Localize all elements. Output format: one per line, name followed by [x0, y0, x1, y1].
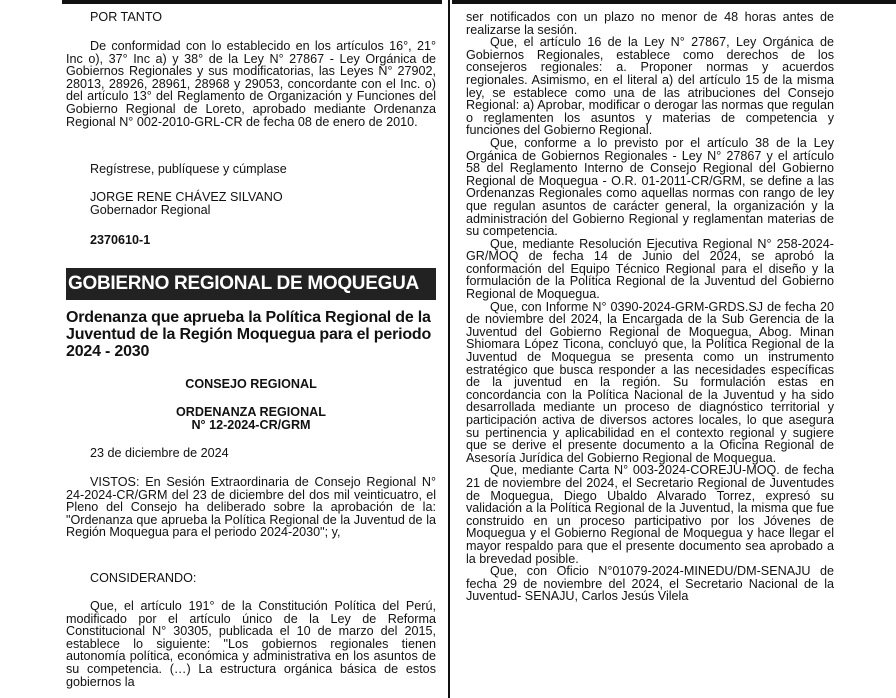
- consejo-regional-heading: CONSEJO REGIONAL: [185, 377, 317, 391]
- por-tanto-heading: POR TANTO: [90, 10, 163, 24]
- column-divider: [448, 0, 450, 698]
- conformidad-paragraph: De conformidad con lo establecido en los artículos 16°, 21° Inc o), 37° Inc a) y 38° de la Ley N° 27867 - Ley Orgánica de Gobiernos Regionales y sus modificatorias, las Leyes N° 27902, 28013, 28926, 28961, 28968 y 29053, concordante con el Inc. o) del artículo 13° del Reglamento de Organización y Funciones del Gobierno Regional de Loreto, aprobado mediante Ordenanza Regional N° 002-2010-GRL-CR de fecha 08 de enero de 2010.: [66, 39, 436, 129]
- ordinance-headline: Ordenanza que aprueba la Política Regional de la Juventud de la Región Moquegua para el periodo 2024 - 2030: [66, 309, 432, 360]
- right-paragraph-1: ser notificados con un plazo no menor de 48 horas antes de realizarse la sesión.: [466, 10, 834, 37]
- considerando-heading: CONSIDERANDO:: [90, 571, 197, 585]
- right-paragraph-4: Que, mediante Resolución Ejecutiva Regional N° 258-2024-GR/MOQ de fecha 14 de Junio del 2024, se aprobó la conformación del Equipo Técnico Regional para el diseño y la formulación de la Política Regional de la Juventud del Gobierno Regional de Moquegua.: [466, 236, 834, 302]
- signer-title: Gobernador Regional: [90, 203, 211, 217]
- top-rule-left: [62, 0, 442, 4]
- ordinance-date: 23 de diciembre de 2024: [90, 446, 229, 460]
- vistos-paragraph: VISTOS: En Sesión Extraordinaria de Consejo Regional N° 24-2024-CR/GRM del 23 de diciembre del dos mil veinticuatro, el Pleno del Consejo ha deliberado sobre la aprobación de la: "Ordenanza que aprueba la Política Regional de la Juventud de la Región Moquegua para el periodo 2024-2030"; y,: [66, 475, 436, 540]
- right-paragraph-7: Que, con Oficio N°01079-2024-MINEDU/DM-SENAJU de fecha 29 de noviembre del 2024, el Secretario Nacional de la Juventud- SENAJU, Carlos Jesús Vilela: [466, 564, 834, 604]
- section-banner: GOBIERNO REGIONAL DE MOQUEGUA: [66, 268, 436, 300]
- que-191-paragraph: Que, el artículo 191° de la Constitución Política del Perú, modificado por el artículo único de la Ley de Reforma Constitucional N° 30305, publicada el 10 de marzo del 2015, establece lo siguiente: "Los gobiernos regionales tienen autonomía política, económica y administrativa en los asuntos de su competencia. (…) La estructura orgánica básica de estos gobiernos la: [66, 599, 436, 689]
- right-column: [466, 0, 834, 603]
- document-code: 2370610-1: [90, 233, 151, 247]
- signer-name: JORGE RENE CHÁVEZ SILVANO: [90, 190, 283, 204]
- registrese-line: Regístrese, publíquese y cúmplase: [90, 162, 287, 176]
- right-paragraph-6: Que, mediante Carta N° 003-2024-COREJU-MOQ. de fecha 21 de noviembre del 2024, el Secretario Regional de Juventudes de Moquegua, Diego Ubaldo Alvarado Torrez, expresó su validación a la Política Regional de la Juventud, la misma que fue construido en un proceso participativo por los Jóvenes de Moquegua y el Gobierno Regional de Moquegua y hace llegar el mayor respaldo para que el presente documento sea aprobado a la brevedad posible.: [466, 463, 834, 566]
- right-paragraph-3: Que, conforme a lo previsto por el artículo 38 de la Ley Orgánica de Gobiernos Regionales - Ley N° 27867 y el artículo 58 del Reglamento Interno de Consejo Regional del Gobierno Regional de Moquegua - O.R. 01-2011-CR/GRM, se define a las Ordenanzas Regionales como aquellas normas con rango de ley que regulan asuntos de carácter general, la organización y la administración del Gobierno Regional y reglamentan materias de su competencia.: [466, 135, 834, 239]
- ordenanza-regional-heading: ORDENANZA REGIONAL: [176, 405, 326, 419]
- right-paragraph-5: Que, con Informe N° 0390-2024-GRM-GRDS.SJ de fecha 20 de noviembre del 2024, la Encargada de la Sub Gerencia de la Juventud del Gobierno Regional de Moquegua, Abog. Minan Shiomara López Ticona, concluyó que, la Política Regional de la Juventud de Moquegua se presenta como un instrumento estratégico que busca responder a las necesidades específicas de la juventud en la región. Su formulación estas en concordancia con la Política Nacional de la Juventud y ha sido desarrollada mediante un proceso de diagnóstico territorial y participación activa de diversos actores locales, lo que asegura su pertinencia y aplicabilidad en el contexto regional y sugiere que se derive el presente documento a la Oficina Regional de Asesoría Jurídica del Gobierno Regional de Moquegua.: [466, 299, 834, 465]
- ordenanza-number: N° 12-2024-CR/GRM: [191, 418, 311, 432]
- right-paragraph-2: Que, el artículo 16 de la Ley N° 27867, Ley Orgánica de Gobiernos Regionales, establece como derechos de los consejeros regionales: a. Proponer normas y acuerdos regionales. Asimismo, en el literal a) del artículo 15 de la misma ley, se establece como una de las atribuciones del Consejo Regional: a) Aprobar, modificar o derogar las normas que regulan o reglamenten los asuntos y materias de competencia y funciones del Gobierno Regional.: [466, 35, 834, 138]
